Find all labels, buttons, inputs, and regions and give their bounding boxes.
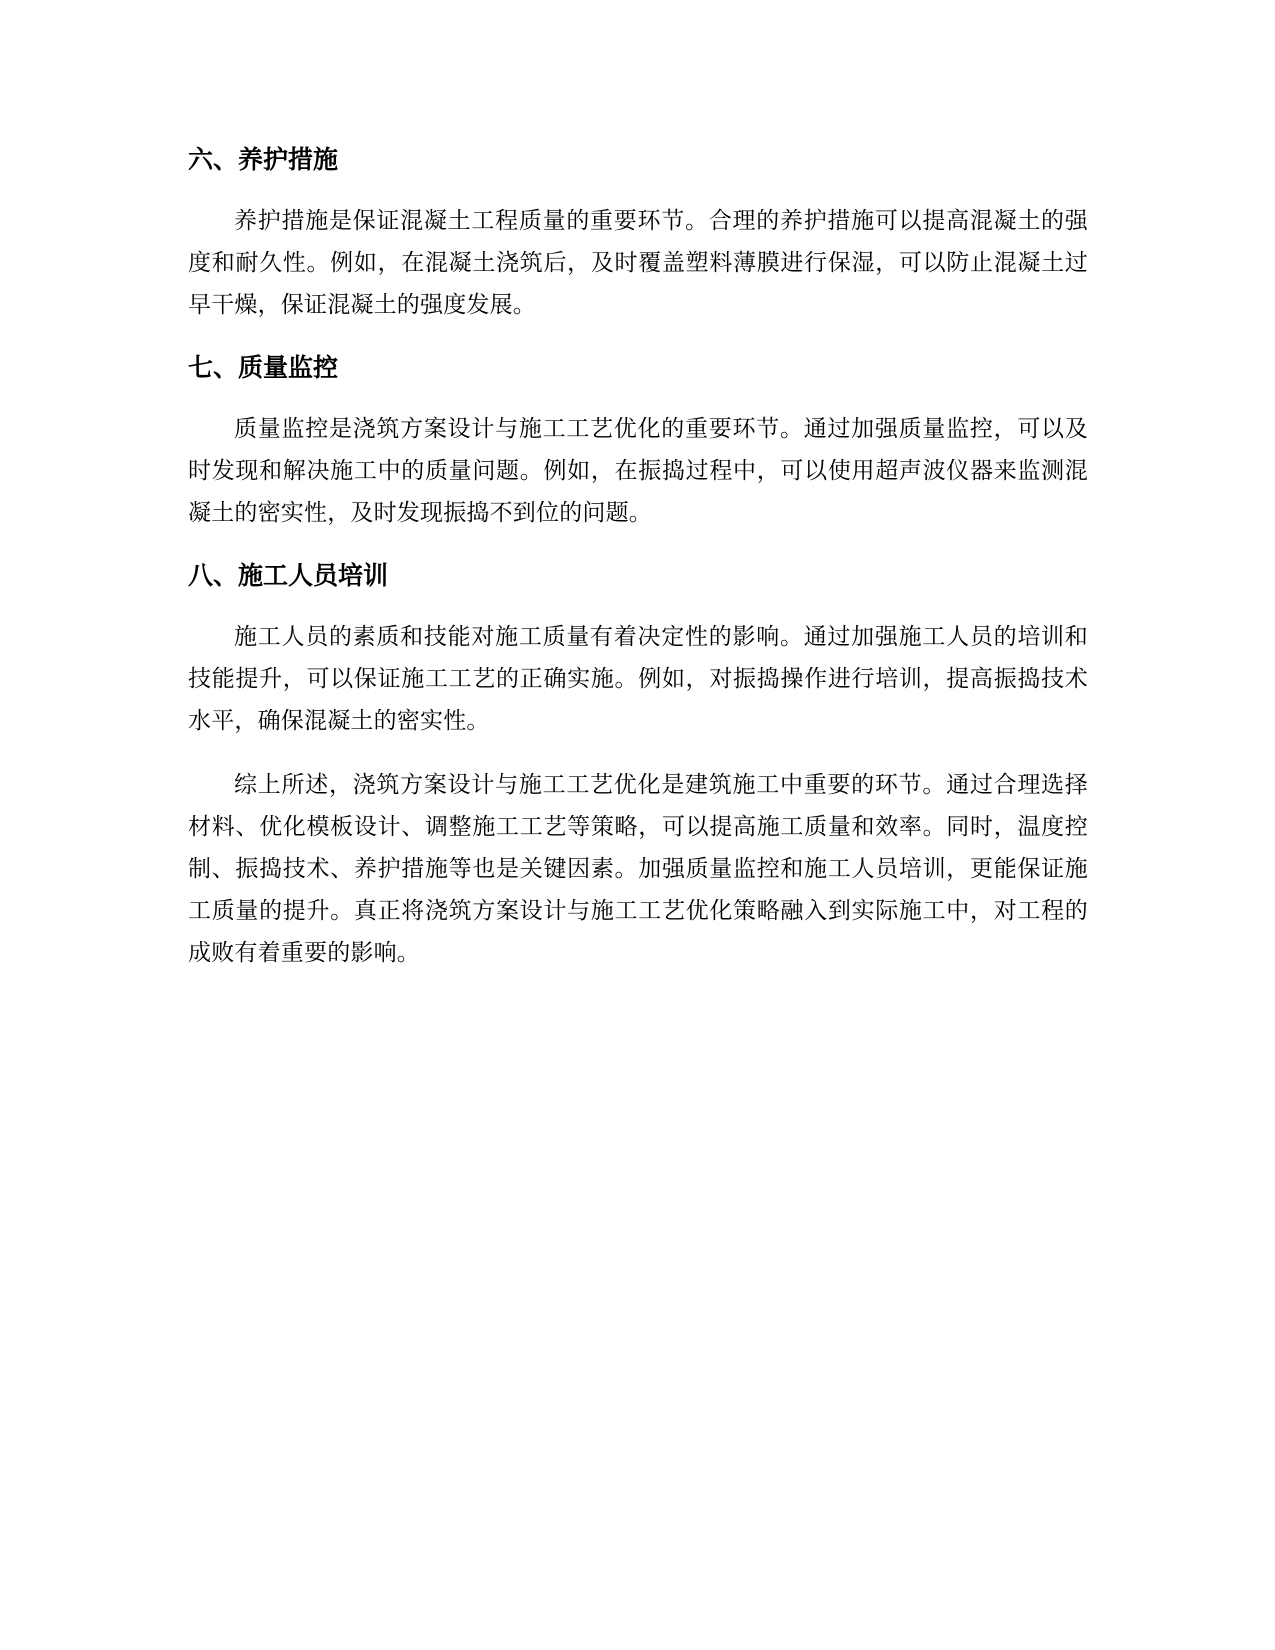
section-paragraph: 质量监控是浇筑方案设计与施工工艺优化的重要环节。通过加强质量监控，可以及时发现和解决施工中的质量问题。例如，在振捣过程中，可以使用超声波仪器来监测混凝土的密实性，及时发现振捣不到位的问题。	[188, 416, 1088, 526]
section-paragraph: 养护措施是保证混凝土工程质量的重要环节。合理的养护措施可以提高混凝土的强度和耐久性。例如，在混凝土浇筑后，及时覆盖塑料薄膜进行保湿，可以防止混凝土过早干燥，保证混凝土的强度发展。	[188, 208, 1088, 318]
section-quality-monitoring	[188, 348, 1088, 534]
section-worker-training	[188, 556, 1088, 742]
section-heading: 七、质量监控	[188, 353, 339, 382]
conclusion-paragraph: 综上所述，浇筑方案设计与施工工艺优化是建筑施工中重要的环节。通过合理选择材料、优化模板设计、调整施工工艺等策略，可以提高施工质量和效率。同时，温度控制、振捣技术、养护措施等也是关键因素。加强质量监控和施工人员培训，更能保证施工质量的提升。真正将浇筑方案设计与施工工艺优化策略融入到实际施工中，对工程的成败有着重要的影响。	[188, 772, 1088, 966]
section-heading: 八、施工人员培训	[188, 561, 389, 590]
section-paragraph: 施工人员的素质和技能对施工质量有着决定性的影响。通过加强施工人员的培训和技能提升，可以保证施工工艺的正确实施。例如，对振捣操作进行培训，提高振捣技术水平，确保混凝土的密实性。	[188, 624, 1088, 734]
section-heading: 六、养护措施	[188, 145, 339, 174]
section-curing	[188, 140, 1088, 326]
document-body	[188, 140, 1088, 996]
